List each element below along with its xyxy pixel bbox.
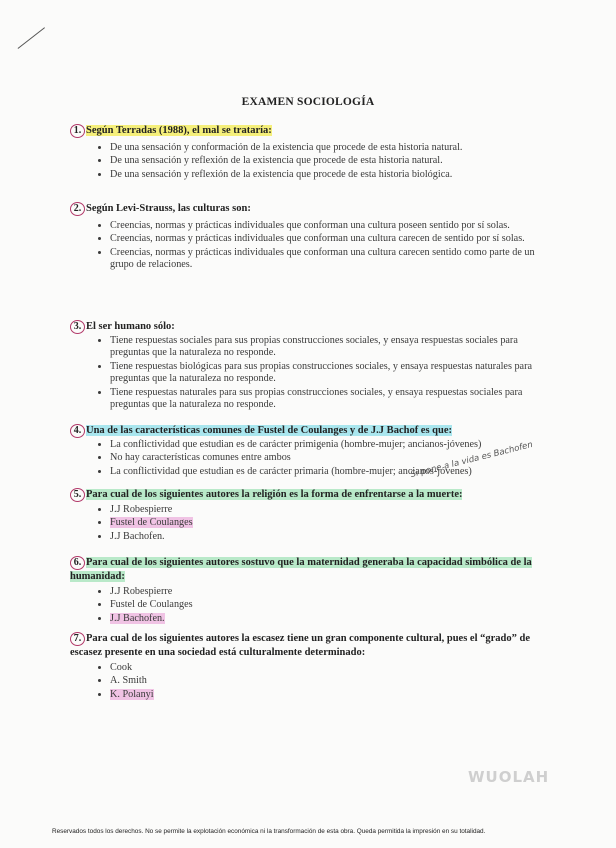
option: • Cook [110, 662, 540, 674]
option: • De una sensación y reflexión de la existencia que procede de esta historia natural. [110, 155, 540, 167]
option: • De una sensación y conformación de la existencia que procede de esta historia natural. [110, 142, 540, 154]
option-text: K. Polanyi [110, 688, 154, 700]
option: • Tiene respuestas sociales para sus propias construcciones sociales, y ensaya respuestas sociales para preguntas que la naturaleza no responde. [110, 335, 540, 360]
options-list [70, 142, 540, 181]
option: • Tiene respuestas biológicas para sus propias construcciones sociales, y ensaya respuestas naturales para preguntas que la naturaleza no responde. [110, 361, 540, 386]
option: • J.J Bachofen. [110, 531, 540, 543]
option-marked [110, 517, 540, 529]
question-number: 2. [70, 202, 85, 216]
question-number: 5. [70, 488, 85, 502]
option: • J.J Robespierre [110, 504, 540, 516]
option-text: Fustel de Coulanges [110, 517, 193, 529]
option: • A. Smith [110, 675, 540, 687]
option: • Tiene respuestas naturales para sus propias construcciones sociales, y ensaya respuestas sociales para preguntas que la naturaleza no responde. [110, 387, 540, 412]
handwritten-note: Si pone a la vida es Bachofen [409, 439, 534, 480]
question-3 [70, 320, 540, 412]
option-text: J.J Bachofen. [110, 612, 165, 624]
question-number: 3. [70, 320, 85, 334]
question-5 [70, 488, 540, 544]
question-3-heading [70, 320, 540, 334]
question-2-heading [70, 202, 540, 216]
option: • La conflictividad que estudian es de carácter primigenia (hombre-mujer; ancianos-jóvenes) [110, 439, 540, 451]
option: • J.J Robespierre [110, 586, 540, 598]
option-marked [110, 689, 540, 701]
question-6 [70, 556, 540, 626]
options-list [70, 220, 540, 272]
question-7 [70, 632, 540, 702]
question-4-heading [70, 424, 540, 438]
option: • Fustel de Coulanges [110, 599, 540, 611]
question-number: 7. [70, 632, 85, 646]
question-text: Para cual de los siguientes autores la religión es la forma de enfrentarse a la muerte: [86, 489, 463, 500]
question-number: 6. [70, 556, 85, 570]
question-1 [70, 124, 540, 182]
option: • Creencias, normas y prácticas individuales que conforman una cultura poseen sentido por sí solas. [110, 220, 540, 232]
question-number: 4. [70, 424, 85, 438]
question-text: Una de las características comunes de Fustel de Coulanges y de J.J Bachof es que: [86, 425, 453, 436]
options-list [70, 586, 540, 625]
options-list [70, 335, 540, 411]
question-1-heading [70, 124, 540, 138]
options-list [70, 662, 540, 701]
question-7-heading [70, 632, 540, 660]
question-text: Para cual de los siguientes autores la escasez tiene un gran componente cultural, pues el “grado” de escasez presente en una sociedad está culturalmente determinado: [70, 633, 530, 658]
option: • Creencias, normas y prácticas individuales que conforman una cultura carecen de sentido por sí solas. [110, 233, 540, 245]
question-6-heading [70, 556, 540, 584]
option: • Creencias, normas y prácticas individuales que conforman una cultura carecen sentido como parte de un grupo de relaciones. [110, 247, 540, 272]
question-2 [70, 202, 540, 273]
option: • No hay características comunes entre ambos [110, 452, 540, 464]
question-text: Según Levi-Strauss, las culturas son: [86, 203, 251, 214]
question-text: Para cual de los siguientes autores sostuvo que la maternidad generaba la capacidad simbólica de la humanidad: [70, 557, 532, 582]
question-4 [70, 424, 540, 479]
question-text: El ser humano sólo: [86, 321, 175, 332]
pen-stroke-mark [18, 27, 46, 49]
question-text: Según Terradas (1988), el mal se trataría: [86, 125, 272, 136]
copyright-footer: Reservados todos los derechos. No se permite la explotación económica ni la transformación de esta obra. Queda permitida la impresión en su totalidad. [52, 828, 486, 835]
options-list [70, 504, 540, 543]
option-marked [110, 613, 540, 625]
option: • De una sensación y reflexión de la existencia que procede de esta historia biológica. [110, 169, 540, 181]
exam-title: EXAMEN SOCIOLOGÍA [241, 96, 375, 108]
question-number: 1. [70, 124, 85, 138]
option: • La conflictividad que estudian es de carácter primaria (hombre-mujer; ancianos-jóvenes) [110, 466, 540, 478]
question-5-heading [70, 488, 540, 502]
watermark-logo: WUOLAH [468, 768, 550, 786]
